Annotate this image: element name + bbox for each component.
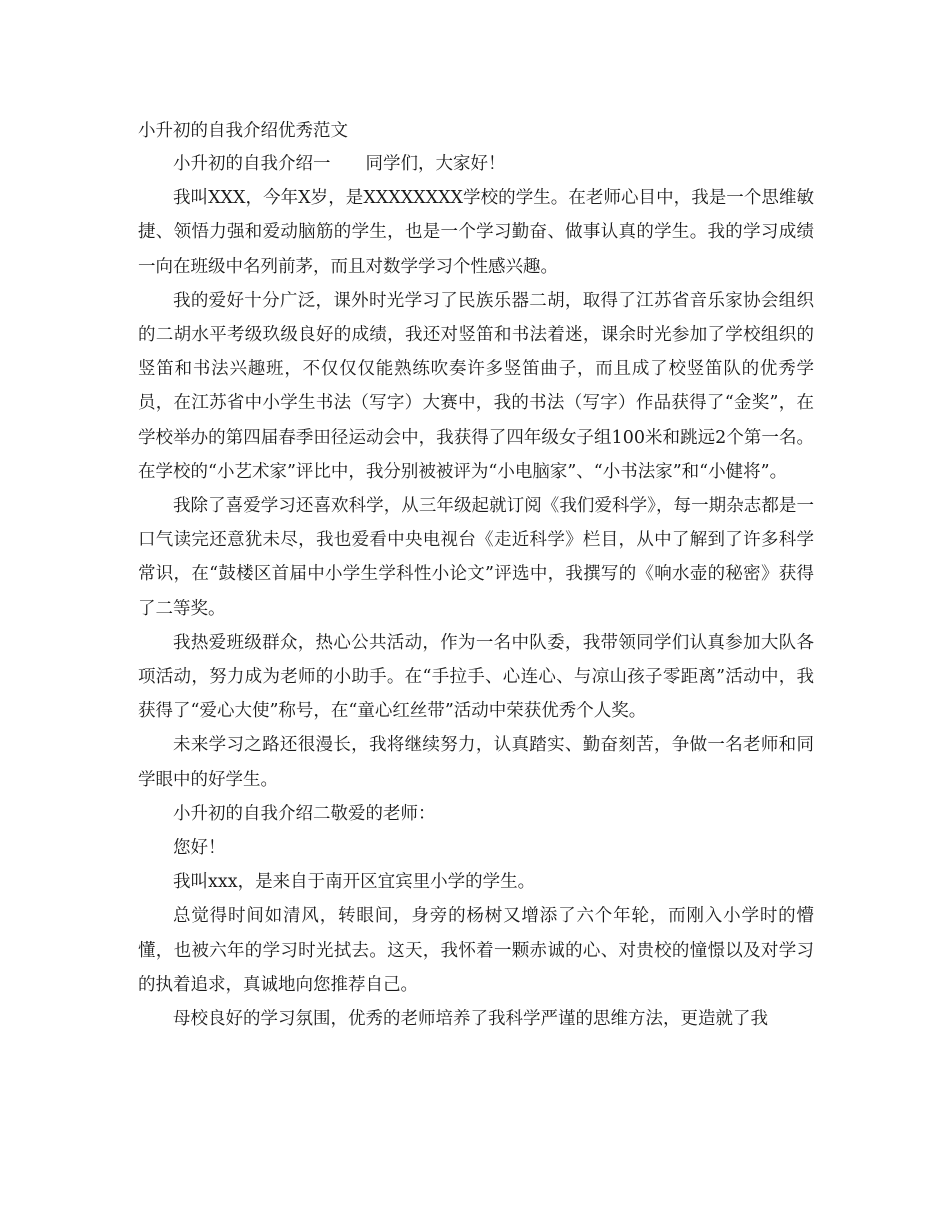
paragraph-science: 我除了喜爱学习还喜欢科学，从三年级起就订阅《我们爱科学》，每一期杂志都是一口气读完还意犹未尽，我也爱看中央电视台《走近科学》栏目，从中了解到了许多科学常识，在“鼓楼区首届中小学生学科性小论文”评选中，我撰写的《响水壶的秘密》获得了二等奖。: [138, 496, 814, 619]
paragraph-intro-one-heading: 小升初的自我介绍一 同学们，大家好！: [173, 154, 506, 174]
paragraph-school: 母校良好的学习氛围，优秀的老师培养了我科学严谨的思维方法，更造就了我: [173, 1009, 768, 1030]
paragraph-greeting: 您好！: [173, 838, 226, 859]
paragraph-time: 总觉得时间如清风，转眼间，身旁的杨树又增添了六个年轮，而刚入小学时的懵懂，也被六年的学习时光拭去。这天，我怀着一颗赤诚的心、对贵校的憧憬以及对学习的执着追求，真诚地向您推荐自己。: [138, 906, 814, 995]
document-title: 小升初的自我介绍优秀范文: [138, 121, 348, 141]
paragraph-class-activities: 我热爱班级群众，热心公共活动，作为一名中队委，我带领同学们认真参加大队各项活动，努力成为老师的小助手。在“手拉手、心连心、与凉山孩子零距离”活动中，我获得了“爱心大使”称号，在“童心红丝带”活动中荣获优秀个人奖。: [138, 632, 814, 722]
paragraph-hobbies: 我的爱好十分广泛，课外时光学习了民族乐器二胡，取得了江苏省音乐家协会组织的二胡水平考级玖级良好的成绩，我还对竖笛和书法着迷，课余时光参加了学校组织的竖笛和书法兴趣班，不仅仅仅能熟练吹奏许多竖笛曲子，而且成了校竖笛队的优秀学员，在江苏省中小学生书法（写字）大赛中，我的书法（写字）作品获得了“金奖”，在学校举办的第四届春季田径运动会中，我获得了四年级女子组100米和跳远2个第一名。在学校的“小艺术家”评比中，我分别被被评为“小电脑家”、“小书法家”和“小健将”。: [138, 290, 814, 482]
paragraph-future: 未来学习之路还很漫长，我将继续努力，认真踏实、勤奋刻苦，争做一名老师和同学眼中的好学生。: [138, 735, 814, 790]
paragraph-intro-two-heading: 小升初的自我介绍二敬爱的老师：: [173, 803, 436, 824]
paragraph-self-intro: 我叫XXX，今年X岁，是XXXXXXXX学校的学生。在老师心目中，我是一个思维敏捷、领悟力强和爱动脑筋的学生，也是一个学习勤奋、做事认真的学生。我的学习成绩一向在班级中名列前茅，而且对数学学习个性感兴趣。: [138, 188, 814, 277]
document-body: [138, 147, 814, 1036]
paragraph-name: 我叫xxx，是来自于南开区宜宾里小学的学生。: [173, 872, 536, 893]
